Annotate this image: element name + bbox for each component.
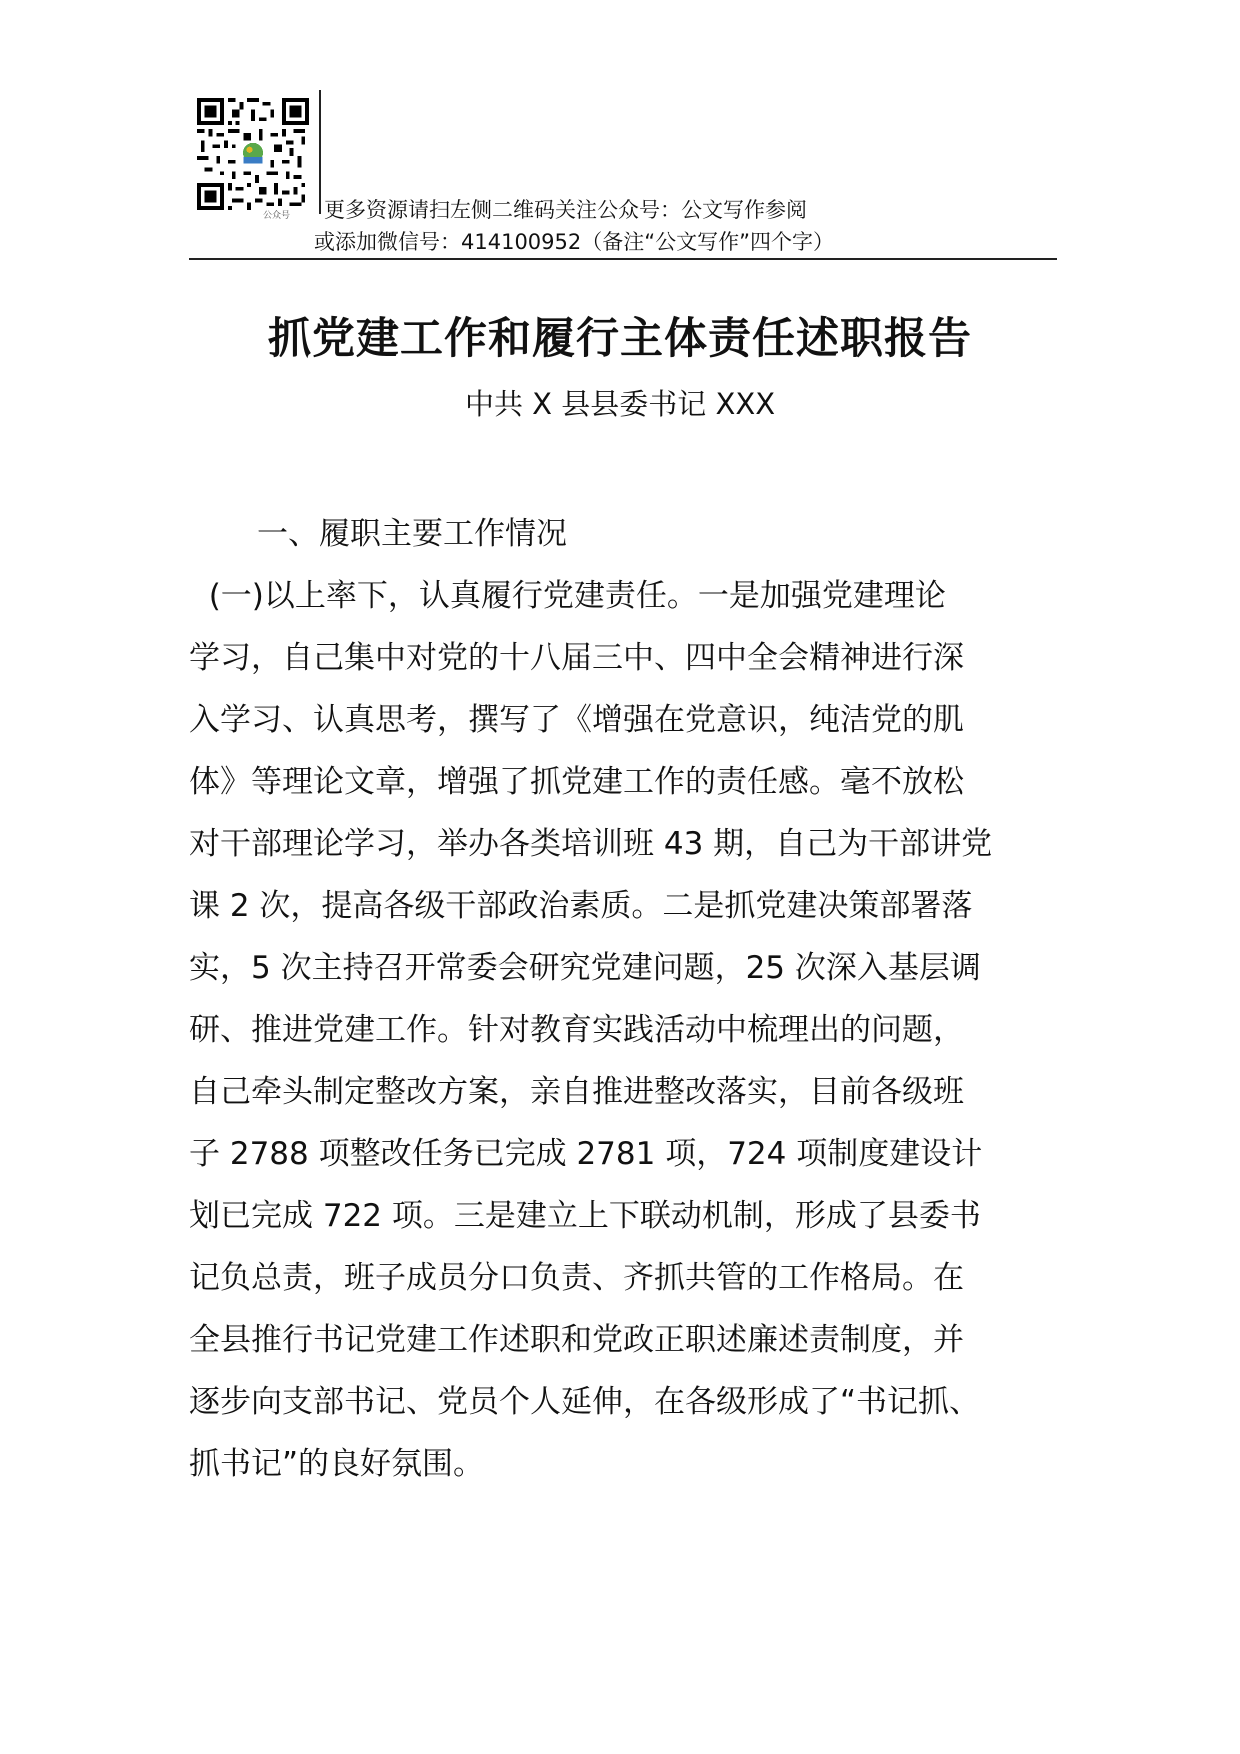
body-line: 自己牵头制定整改方案，亲自推进整改落实，目前各级班	[189, 1074, 964, 1110]
body-line: 研、推进党建工作。针对教育实践活动中梳理出的问题，	[189, 1012, 964, 1048]
body-line: 学习，自己集中对党的十八届三中、四中全会精神进行深	[189, 640, 964, 676]
body-line: 划已完成 722 项。三是建立上下联动机制，形成了县委书	[189, 1198, 981, 1234]
body-line: 体》等理论文章，增强了抓党建工作的责任感。毫不放松	[189, 764, 964, 800]
qr-code-image	[197, 98, 309, 210]
header-promo-line-2: 或添加微信号：414100952（备注“公文写作”四个字）	[314, 230, 835, 254]
body-line: 记负总责，班子成员分口负责、齐抓共管的工作格局。在	[189, 1260, 964, 1296]
body-line: 子 2788 项整改任务已完成 2781 项，724 项制度建设计	[189, 1136, 983, 1172]
body-line: 对干部理论学习，举办各类培训班 43 期，自己为干部讲党	[189, 826, 993, 862]
header-divider-vertical	[319, 90, 321, 214]
page-header	[189, 90, 1057, 262]
body-line: 课 2 次，提高各级干部政治素质。二是抓党建决策部署落	[189, 888, 973, 924]
body-line: 入学习、认真思考，撰写了《增强在党意识，纯洁党的肌	[189, 702, 964, 738]
body-line: 全县推行书记党建工作述职和党政正职述廉述责制度，并	[189, 1322, 964, 1358]
body-line: 逐步向支部书记、党员个人延伸，在各级形成了“书记抓、	[189, 1384, 981, 1420]
header-rule	[189, 258, 1057, 260]
section-heading: 一、履职主要工作情况	[257, 516, 567, 552]
body-line: (一)以上率下，认真履行党建责任。一是加强党建理论	[189, 578, 946, 614]
qr-caption: 公众号	[263, 211, 291, 221]
body-line: 抓书记”的良好氛围。	[189, 1446, 485, 1482]
document-title: 抓党建工作和履行主体责任述职报告	[268, 314, 972, 364]
header-promo-line-1: 更多资源请扫左侧二维码关注公众号：公文写作参阅	[324, 198, 807, 222]
body-line: 实，5 次主持召开常委会研究党建问题，25 次深入基层调	[189, 950, 981, 986]
qr-code-icon	[197, 98, 309, 210]
document-author: 中共 X 县县委书记 XXX	[464, 387, 776, 421]
